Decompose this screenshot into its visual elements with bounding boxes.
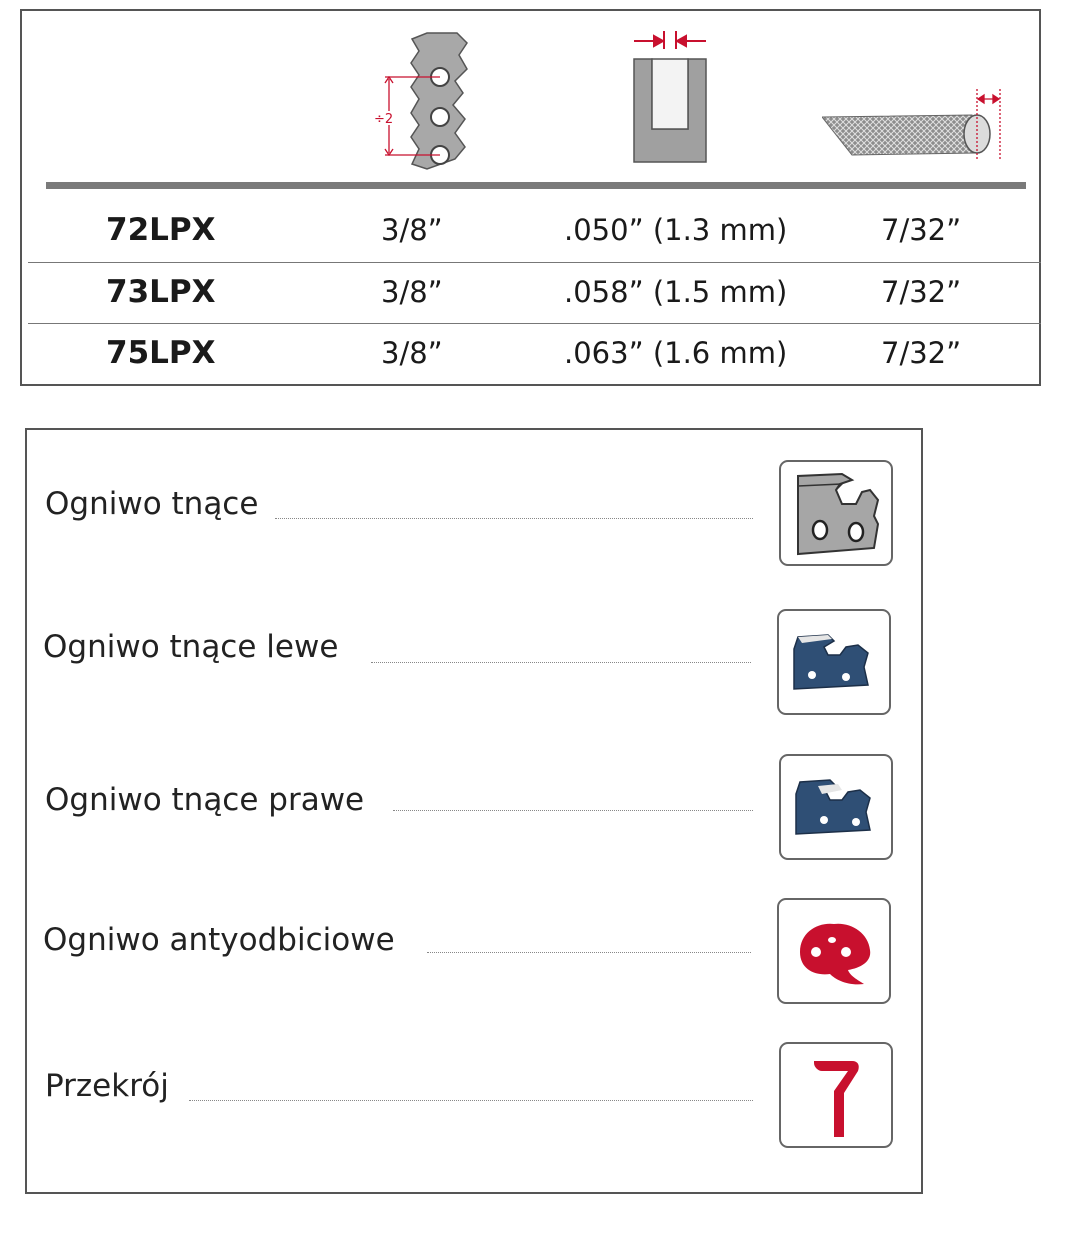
left-cutter-link-icon — [777, 609, 891, 715]
dotted-leader — [371, 662, 751, 663]
round-file-diameter-icon — [822, 89, 1012, 169]
legend-item — [27, 894, 921, 1014]
legend-item — [27, 456, 921, 576]
cutter-link-icon — [779, 460, 893, 566]
header-divider — [46, 182, 1026, 189]
legend-item — [27, 1038, 921, 1158]
gauge-cell: .058” (1.5 mm) — [564, 275, 788, 309]
pitch-cell: 3/8” — [381, 275, 443, 309]
cross-section-icon — [779, 1042, 893, 1148]
legend-label: Ogniwo tnące — [45, 486, 272, 522]
table-row — [28, 323, 1041, 385]
gauge-cell: .050” (1.3 mm) — [564, 213, 788, 247]
chain-pitch-icon — [367, 29, 487, 174]
table-row — [28, 262, 1041, 324]
dotted-leader — [275, 518, 753, 519]
legend-item — [27, 605, 921, 725]
file-size-cell: 7/32” — [881, 213, 962, 247]
model-cell: 73LPX — [106, 274, 216, 310]
legend-label: Przekrój — [45, 1068, 183, 1104]
dotted-leader — [427, 952, 751, 953]
pitch-cell: 3/8” — [381, 336, 443, 370]
legend-item — [27, 750, 921, 870]
right-cutter-link-icon — [779, 754, 893, 860]
dotted-leader — [189, 1100, 753, 1101]
model-cell: 75LPX — [106, 335, 216, 371]
legend-label: Ogniwo tnące lewe — [43, 629, 352, 665]
dotted-leader — [393, 810, 753, 811]
pitch-cell: 3/8” — [381, 213, 443, 247]
file-size-cell: 7/32” — [881, 336, 962, 370]
pitch-divisor-label: ÷2 — [374, 112, 394, 127]
table-row — [28, 201, 1041, 262]
legend-label: Ogniwo tnące prawe — [45, 782, 378, 818]
model-cell: 72LPX — [106, 212, 216, 248]
legend-label: Ogniwo antyodbiciowe — [43, 922, 409, 958]
chain-legend — [25, 428, 923, 1194]
drive-link-gauge-icon — [632, 29, 712, 174]
gauge-cell: .063” (1.6 mm) — [564, 336, 788, 370]
chain-spec-table — [20, 9, 1041, 386]
file-size-cell: 7/32” — [881, 275, 962, 309]
anti-kickback-link-icon — [777, 898, 891, 1004]
